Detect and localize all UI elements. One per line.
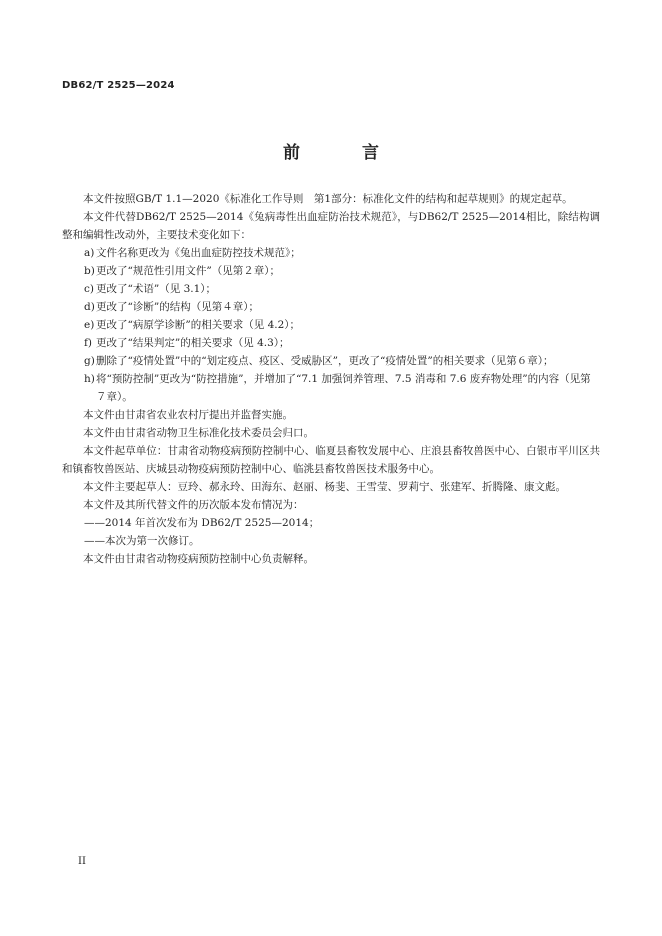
history-item: ——2014 年首次发布为 DB62/T 2525—2014； xyxy=(84,517,320,529)
list-item xyxy=(62,262,600,280)
list-item xyxy=(62,280,600,298)
paragraph: 本文件及其所代替文件的历次版本发布情况为： xyxy=(83,499,304,511)
list-marker: f) xyxy=(84,337,92,349)
page-number: II xyxy=(78,856,86,867)
list-text: 将“预防控制”更改为“防控措施”，并增加了“7.1 加强饲养管理、7.5 消毒和 7.6 废弃物处理”的内容（见第７章）。 xyxy=(96,373,591,403)
list-text: 更改了“病原学诊断”的相关要求（见 4.2）； xyxy=(96,319,301,331)
list-text: 更改了“术语”（见 3.1）； xyxy=(96,283,217,295)
list-text: 更改了“结果判定”的相关要求（见 4.3）； xyxy=(96,337,290,349)
paragraph: 本文件起草单位：甘肃省动物疫病预防控制中心、临夏县畜牧发展中心、庄浪县畜牧兽医中心、白银市平川区共和镇畜牧兽医站、庆城县动物疫病预防控制中心、临洮县畜牧兽医技术服务中心。 xyxy=(62,445,600,475)
list-marker: b) xyxy=(84,265,95,277)
page-title: 前 言 xyxy=(283,143,407,163)
list-text: 文件名称更改为《兔出血症防控技术规范》； xyxy=(96,247,301,259)
list-item xyxy=(62,244,600,262)
list-text: 更改了“规范性引用文件”（见第２章）； xyxy=(96,265,280,277)
list-marker: a) xyxy=(84,247,95,259)
list-item xyxy=(62,370,600,406)
list-item xyxy=(62,352,600,370)
list-marker: g) xyxy=(84,355,95,367)
history-item: ——本次为第一次修订。 xyxy=(84,535,200,547)
list-marker: d) xyxy=(84,301,95,313)
paragraph: 本文件由甘肃省动物卫生标准化技术委员会归口。 xyxy=(83,427,314,439)
paragraph: 本文件由甘肃省动物疫病预防控制中心负责解释。 xyxy=(83,553,314,565)
paragraph: 本文件代替DB62/T 2525—2014《兔病毒性出血症防治技术规范》，与DB62/T 2525—2014相比，除结构调整和编辑性改动外，主要技术变化如下： xyxy=(62,211,600,241)
list-item xyxy=(62,298,600,316)
list-item xyxy=(62,334,600,352)
list-text: 更改了“诊断”的结构（见第４章）； xyxy=(96,301,259,313)
list-text: 删除了“疫情处置”中的“划定疫点、疫区、受威胁区”，更改了“疫情处置”的相关要求（见第６章）； xyxy=(96,355,554,367)
document-code: DB62/T 2525—2024 xyxy=(62,80,175,91)
list-marker: e) xyxy=(84,319,95,331)
list-item xyxy=(62,316,600,334)
list-marker: c) xyxy=(84,283,94,295)
paragraph: 本文件按照GB/T 1.1—2020《标准化工作导则 第1部分：标准化文件的结构和起草规则》的规定起草。 xyxy=(83,193,573,205)
list-marker: h) xyxy=(84,373,95,385)
paragraph: 本文件主要起草人：豆玲、郝永玲、田海东、赵丽、杨斐、王雪莹、罗莉宁、张建军、折腾隆、康文彪。 xyxy=(83,481,566,493)
foreword-body xyxy=(62,190,600,568)
paragraph: 本文件由甘肃省农业农村厅提出并监督实施。 xyxy=(83,409,293,421)
